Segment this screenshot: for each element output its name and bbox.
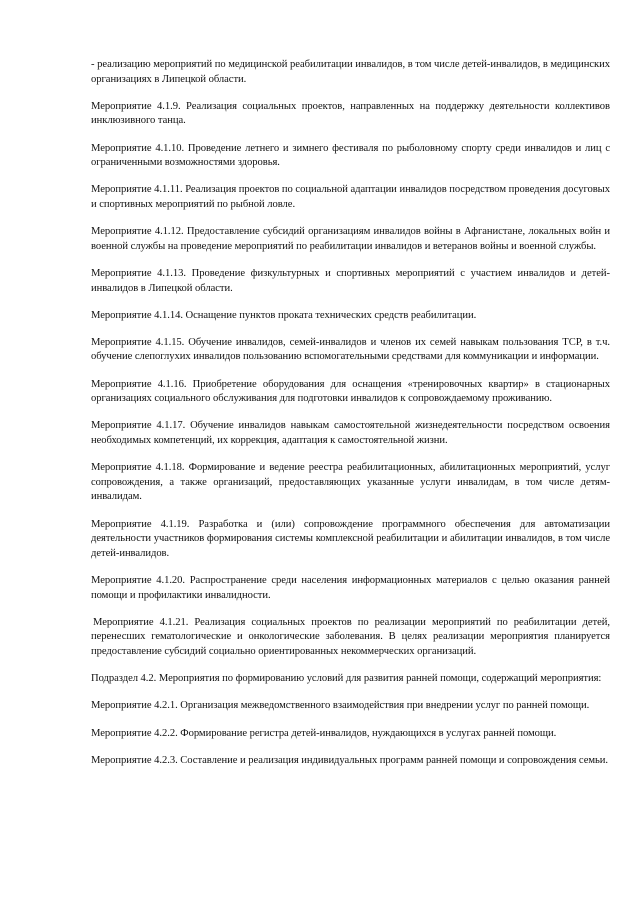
paragraph-measure-4-1-18: Мероприятие 4.1.18. Формирование и ведение реестра реабилитационных, абилитационных мероприятий, услуг сопровождения, а также организаций, предоставляющих указанные услуги инвалидам, в том числе детям-инвалидам. — [91, 462, 610, 503]
paragraph-measure-4-1-20: Мероприятие 4.1.20. Распространение среди населения информационных материалов с целью оказания ранней помощи и профилактики инвалидности. — [91, 574, 610, 601]
paragraph-measure-4-1-13: Мероприятие 4.1.13. Проведение физкультурных и спортивных мероприятий с участием инвалидов и детей-инвалидов в Липецкой области. — [91, 267, 610, 294]
paragraph-measure-4-2-2: Мероприятие 4.2.2. Формирование регистра детей-инвалидов, нуждающихся в услугах ранней помощи. — [91, 727, 557, 739]
paragraph-subsection-4-2: Подраздел 4.2. Мероприятия по формированию условий для развития ранней помощи, содержащий мероприятия: — [91, 673, 602, 685]
paragraph-medical-rehabilitation: - реализацию мероприятий по медицинской реабилитации инвалидов, в том числе детей-инвалидов, в медицинских организациях в Липецкой области. — [91, 59, 610, 85]
paragraph-measure-4-2-3: Мероприятие 4.2.3. Составление и реализация индивидуальных программ ранней помощи и сопровождения семьи. — [91, 754, 609, 766]
paragraph-measure-4-1-11: Мероприятие 4.1.11. Реализация проектов по социальной адаптации инвалидов посредством проведения досуговых и спортивных мероприятий по рыбной ловле. — [91, 184, 610, 210]
paragraph-measure-4-1-17: Мероприятие 4.1.17. Обучение инвалидов навыкам самостоятельной жизнедеятельности посредством освоения необходимых компетенций, их коррекция, адаптация к самостоятельной жизни. — [91, 420, 610, 447]
paragraph-measure-4-1-21: Мероприятие 4.1.21. Реализация социальных проектов по реализации мероприятий по реабилитации детей, перенесших гематологические и онкологические заболевания. В целях реализации мероприятия планируется предоставление субсидий социально ориентированных некоммерческих организаций. — [91, 616, 610, 657]
paragraph-measure-4-2-1: Мероприятие 4.2.1. Организация межведомственного взаимодействия при внедрении услуг по ранней помощи. — [91, 700, 590, 712]
document-page — [91, 58, 610, 781]
paragraph-measure-4-1-14: Мероприятие 4.1.14. Оснащение пунктов проката технических средств реабилитации. — [91, 309, 477, 321]
paragraph-measure-4-1-10: Мероприятие 4.1.10. Проведение летнего и зимнего фестиваля по рыболовному спорту среди инвалидов и лиц с ограниченными возможностями здоровья. — [91, 142, 610, 169]
paragraph-measure-4-1-12: Мероприятие 4.1.12. Предоставление субсидий организациям инвалидов войны в Афганистане, локальных войн и военной службы на проведение мероприятий по реабилитации инвалидов и ветеранов войны и военной службы. — [91, 226, 610, 252]
paragraph-measure-4-1-19: Мероприятие 4.1.19. Разработка и (или) сопровождение программного обеспечения для автоматизации деятельности участников формирования системы комплексной реабилитации и абилитации инвалидов, в том числе детей-инвалидов. — [91, 518, 610, 559]
paragraph-measure-4-1-9: Мероприятие 4.1.9. Реализация социальных проектов, направленных на поддержку деятельности коллективов инклюзивного танца. — [91, 100, 610, 127]
paragraph-measure-4-1-15: Мероприятие 4.1.15. Обучение инвалидов, семей-инвалидов и членов их семей навыкам пользования ТСР, в т.ч. обучение слепоглухих инвалидов пользованию вспомогательными средствами для коммуникации и информации. — [91, 336, 610, 363]
paragraph-measure-4-1-16: Мероприятие 4.1.16. Приобретение оборудования для оснащения «тренировочных квартир» в стационарных организациях социального обслуживания для подготовки инвалидов к сопровождаемому проживанию. — [91, 378, 610, 405]
